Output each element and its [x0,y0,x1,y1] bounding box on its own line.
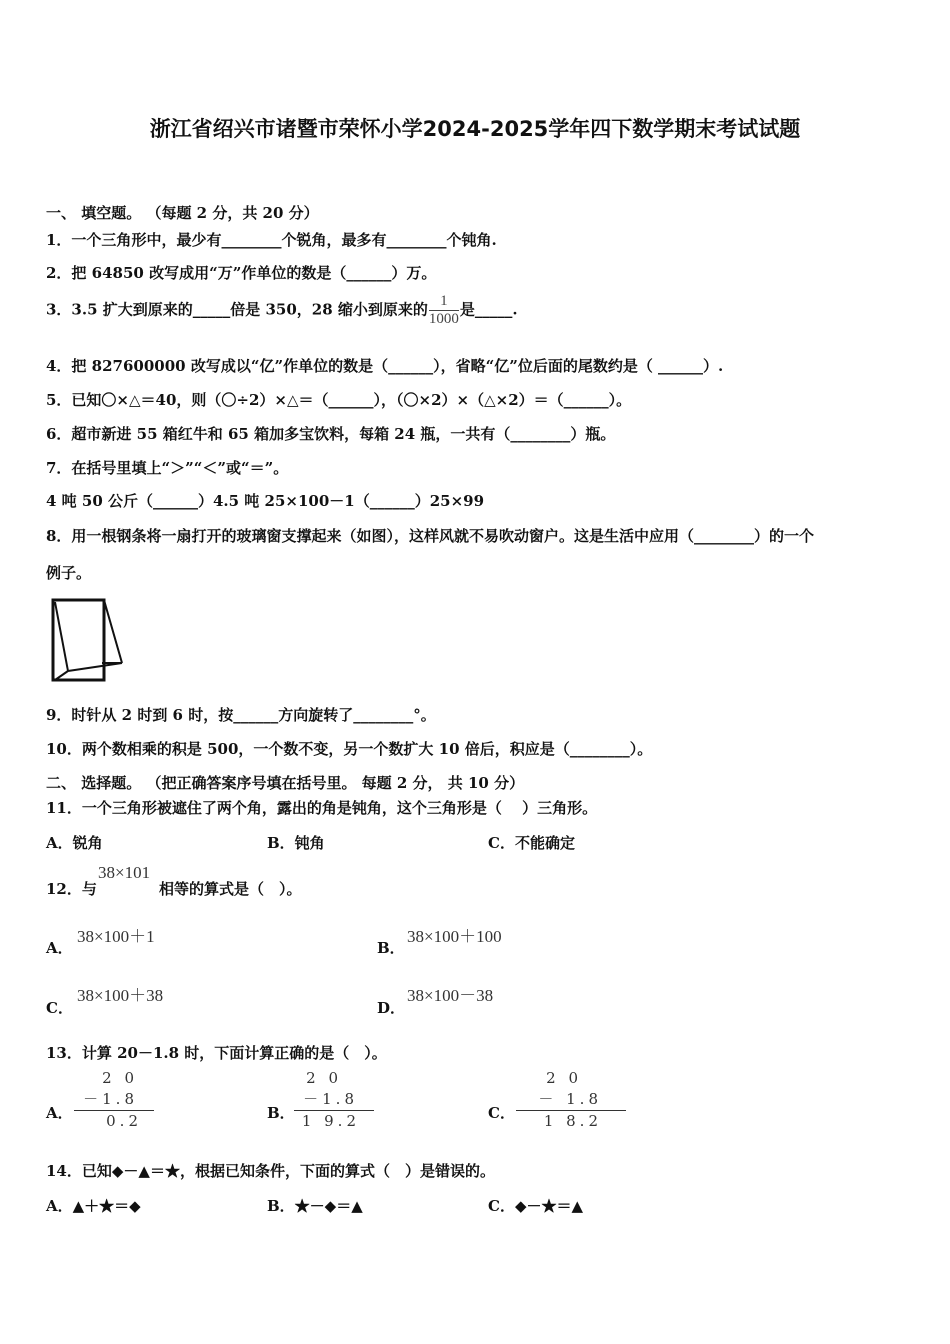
calc-subtrahend: － 1.8 [538,1090,602,1108]
q12-option-a-expr: 38×100＋1 [77,927,155,946]
q12-option-c-expr: 38×100＋38 [77,986,164,1005]
q13-option-c-vertical-calc [516,1068,626,1132]
question-3 [46,293,518,328]
question-12: 12．与 [46,880,97,898]
question-12-tail: 相等的算式是（ ）。 [159,880,302,898]
q12-expression: 38×101 [98,863,151,882]
fraction-numerator: 1 [429,293,459,311]
question-5: 5．已知〇×△＝40，则（〇÷2）×△＝（______），（〇×2）×（△×2）＝（______）。 [46,391,632,409]
calc-minuend: 2 0 [546,1069,582,1087]
question-7: 7．在括号里填上“＞”“＜”或“＝”。 [46,459,289,477]
section-heading-choice: 二、 选择题。 （把正确答案序号填在括号里。 每题 2 分， 共 10 分） [46,774,525,792]
q13-option-b-label: B． [267,1104,295,1122]
question-3-text: 3．3.5 扩大到原来的_____倍是 350，28 缩小到原来的 [46,300,428,319]
calc-minuend: 2 0 [306,1069,342,1087]
q13-option-a-label: A． [46,1104,73,1122]
question-14: 14．已知◆－▲＝★，根据已知条件，下面的算式（ ）是错误的。 [46,1162,495,1180]
question-10: 10．两个数相乘的积是 500，一个数不变，另一个数扩大 10 倍后，积应是（________）。 [46,740,653,758]
calc-result: 1 9.2 [294,1110,374,1132]
q13-option-a-vertical-calc [74,1068,154,1132]
question-8: 8．用一根钢条将一扇打开的玻璃窗支撑起来（如图），这样风就不易吹动窗户。这是生活中应用（________）的一个 [46,527,814,545]
q12-option-d-expr: 38×100－38 [407,986,494,1005]
q11-option-c: C．不能确定 [488,834,575,852]
q14-option-a: A．▲＋★＝◆ [46,1197,141,1215]
question-4: 4．把 827600000 改写成以“亿”作单位的数是（______），省略“亿”位后面的尾数约是（ ______）. [46,357,724,375]
q13-option-c-label: C． [488,1104,515,1122]
fraction-1-1000 [429,293,459,328]
calc-result: 1 8.2 [516,1110,626,1132]
q11-option-b: B．钝角 [267,834,325,852]
calc-subtrahend: －1.8 [83,1090,138,1108]
q12-option-b-label: B． [377,939,405,957]
q11-option-a: A．锐角 [46,834,103,852]
q14-option-c: C．◆－★＝▲ [488,1197,584,1215]
q13-option-b-vertical-calc [294,1068,374,1132]
section-heading-fill-in: 一、 填空题。 （每题 2 分，共 20 分） [46,204,319,222]
fraction-denominator: 1000 [428,311,459,327]
window-support-figure [50,597,126,683]
question-6: 6．超市新进 55 箱红牛和 65 箱加多宝饮料，每箱 24 瓶，一共有（________）瓶。 [46,425,616,443]
calc-result: 0.2 [74,1110,154,1132]
page-title: 浙江省绍兴市诸暨市荣怀小学2024-2025学年四下数学期末考试试题 [149,117,801,141]
calc-minuend: 2 0 [102,1069,138,1087]
question-11: 11．一个三角形被遮住了两个角，露出的角是钝角，这个三角形是（ ）三角形。 [46,799,598,817]
question-1: 1．一个三角形中，最少有________个锐角，最多有________个钝角. [46,231,497,249]
calc-subtrahend: －1.8 [303,1090,358,1108]
question-9: 9．时针从 2 时到 6 时，按______方向旋转了________°。 [46,706,436,724]
question-3-tail: 是_____. [459,300,518,319]
q12-option-a-label: A． [46,939,73,957]
q12-option-b-expr: 38×100＋100 [407,927,502,946]
q12-option-c-label: C． [46,999,73,1017]
question-8-cont: 例子。 [46,564,92,582]
q12-option-d-label: D． [377,999,406,1017]
question-7-items: 4 吨 50 公斤（______）4.5 吨 25×100－1（______）25×99 [46,492,485,510]
question-13: 13．计算 20－1.8 时，下面计算正确的是（ ）。 [46,1044,387,1062]
question-2: 2．把 64850 改写成用“万”作单位的数是（______）万。 [46,264,437,282]
q14-option-b: B．★－◆＝▲ [267,1197,363,1215]
